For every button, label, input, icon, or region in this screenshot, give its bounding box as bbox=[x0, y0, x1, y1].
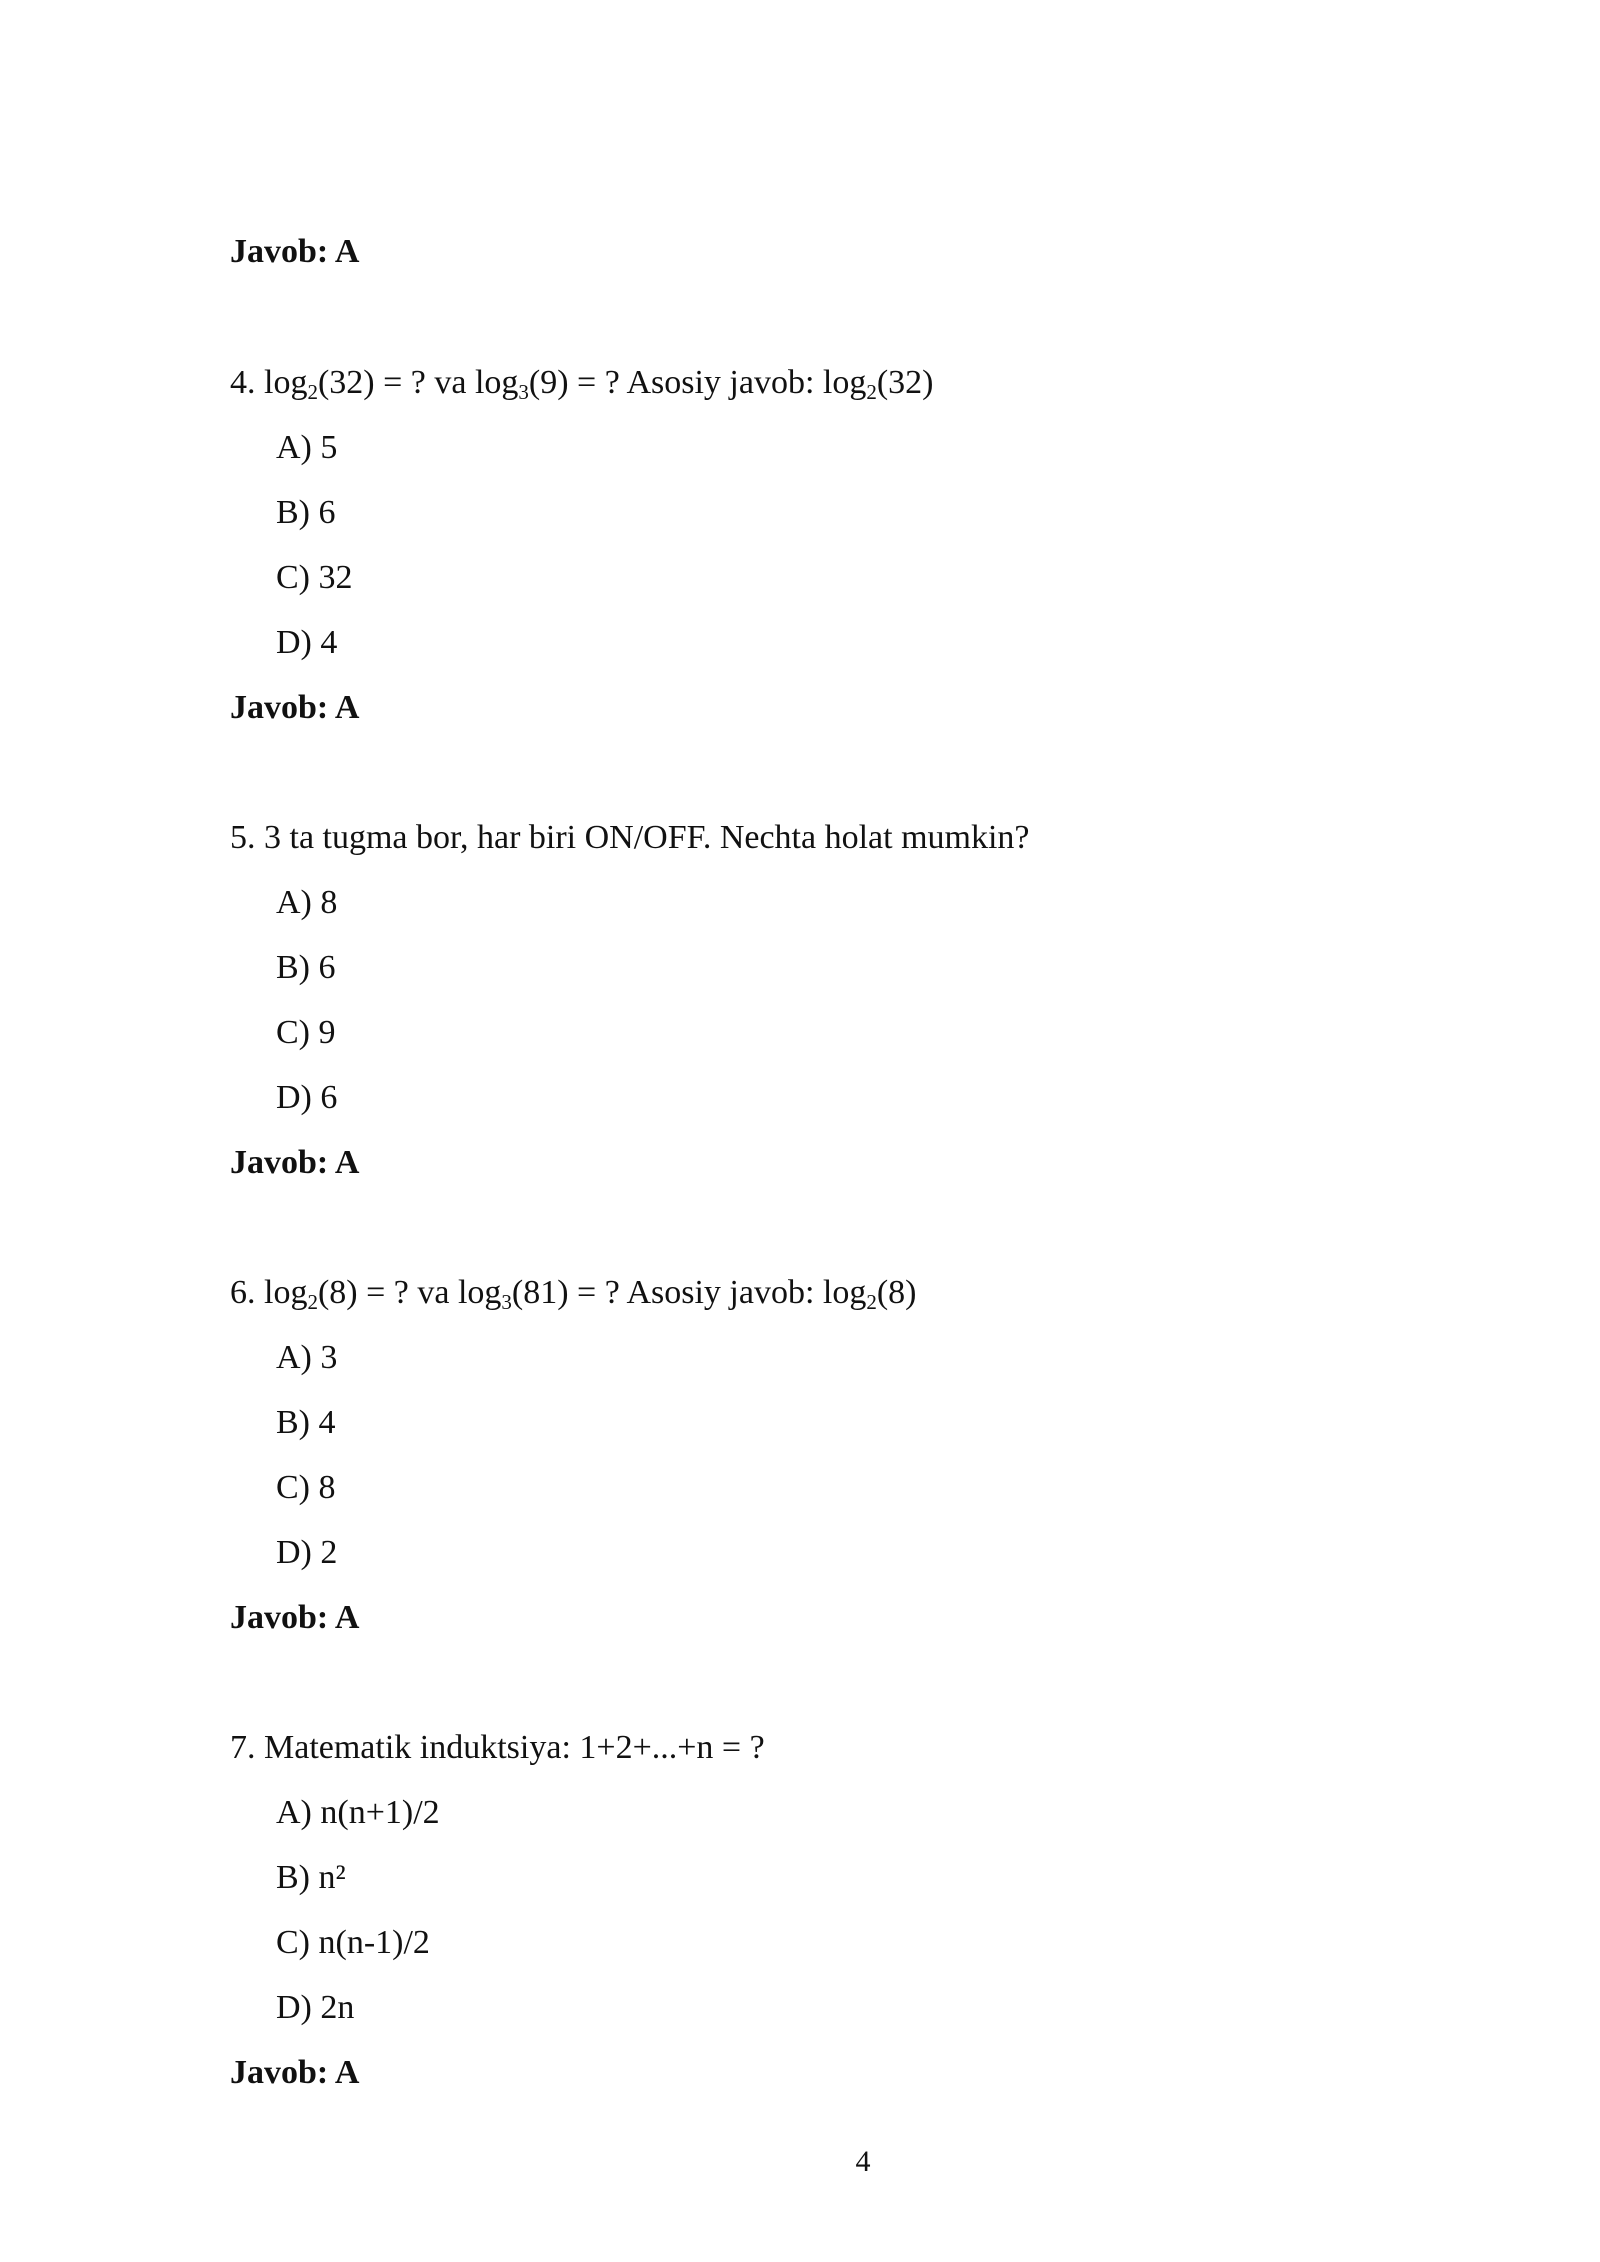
question-7-text: 7. Matematik induktsiya: 1+2+...+n = ? bbox=[230, 1729, 765, 1766]
option-a: A) 5 bbox=[276, 429, 338, 466]
option-c: C) n(n-1)/2 bbox=[276, 1924, 430, 1961]
option-a: A) 3 bbox=[276, 1339, 338, 1376]
option-c: C) 8 bbox=[276, 1469, 336, 1506]
option-c: C) 9 bbox=[276, 1014, 336, 1051]
option-d: D) 4 bbox=[276, 624, 338, 661]
option-a: A) 8 bbox=[276, 884, 338, 921]
option-d: D) 2 bbox=[276, 1534, 338, 1571]
answer-line-q4: Javob: A bbox=[230, 689, 360, 726]
question-number: 5. bbox=[230, 819, 256, 856]
answer-line-q3: Javob: A bbox=[230, 233, 360, 270]
question-4-text: 4. $\log_2(32)$ = ? va $\log_3(9)$ = ? Asosiy javob: $\log_2(32)$ bbox=[230, 364, 934, 404]
question-number: 7. bbox=[230, 1729, 256, 1766]
answer-line-q6: Javob: A bbox=[230, 1599, 360, 1636]
option-b: B) 6 bbox=[276, 494, 336, 531]
question-5-text: 5. 3 ta tugma bor, har biri ON/OFF. Nechta holat mumkin? bbox=[230, 819, 1030, 856]
option-b: B) n² bbox=[276, 1859, 346, 1896]
answer-line-q5: Javob: A bbox=[230, 1144, 360, 1181]
option-b: B) 4 bbox=[276, 1404, 336, 1441]
option-a: A) n(n+1)/2 bbox=[276, 1794, 440, 1831]
option-d: D) 6 bbox=[276, 1079, 338, 1116]
answer-line-q7: Javob: A bbox=[230, 2054, 360, 2091]
option-c: C) 32 bbox=[276, 559, 353, 596]
page-number: 4 bbox=[855, 2145, 871, 2178]
option-b: B) 6 bbox=[276, 949, 336, 986]
question-number: 6. bbox=[230, 1274, 256, 1311]
question-6-text: 6. $\log_2(8)$ = ? va $\log_3(81)$ = ? Asosiy javob: $\log_2(8)$ bbox=[230, 1274, 917, 1314]
option-d: D) 2n bbox=[276, 1989, 355, 2026]
question-number: 4. bbox=[230, 364, 256, 401]
